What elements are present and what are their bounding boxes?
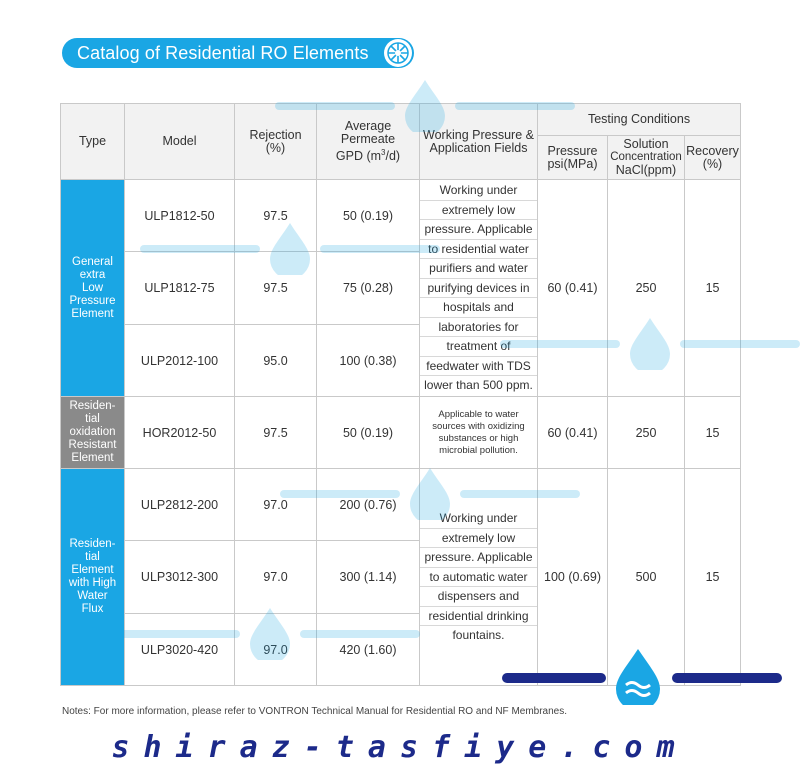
rejection-cell: 97.0 [235,614,317,686]
recovery-cell: 15 [685,397,741,469]
header-working-pressure: Working Pressure & Application Fields [420,104,538,180]
header-gpd: Average Permeate GPD $(m^3/d)$ [317,104,420,180]
gpd-cell: 420 (1.60) [317,614,420,686]
aperture-icon [384,39,412,67]
header-rejection: Rejection (%) [235,104,317,180]
model-cell: HOR2012-50 [125,397,235,469]
header-solution: Solution Concentration NaCl(ppm) [608,136,685,180]
page-title: Catalog of Residential RO Elements [77,42,369,63]
header-recovery: Recovery (%) [685,136,741,180]
rejection-cell: 95.0 [235,325,317,397]
brand-logo [498,645,788,705]
solution-cell: 250 [608,397,685,469]
type-cell-oxidation: Residen- tial oxidation Resistant Element [61,397,125,469]
rejection-cell: 97.5 [235,180,317,252]
header-testing-conditions: Testing Conditions [538,104,741,136]
gpd-cell: 50 (0.19) [317,397,420,469]
gpd-cell: 300 (1.14) [317,541,420,614]
model-cell: ULP1812-75 [125,252,235,325]
application-fields-cell: Working under extremely low pressure. Applicable to automatic water dispensers and residential drinking fountains. [420,469,538,686]
solution-cell: 250 [608,180,685,397]
rejection-cell: 97.0 [235,541,317,614]
gpd-cell: 50 (0.19) [317,180,420,252]
application-fields-cell: Working under extremely low pressure. Applicable to residential water purifiers and water purifying devices in hospitals and laboratories for treatment of feedwater with TDS lower than 500 ppm. [420,180,538,397]
notes-text: Notes: For more information, please refer to VONTRON Technical Manual for Residential RO and NF Membranes. [62,706,568,717]
model-cell: ULP3020-420 [125,614,235,686]
footer-url: shiraz-tasfiye.com [111,730,689,765]
pressure-cell: 100 (0.69) [538,469,608,686]
recovery-cell: 15 [685,469,741,686]
model-cell: ULP3012-300 [125,541,235,614]
solution-cell: 500 [608,469,685,686]
ro-elements-table [60,103,741,686]
gpd-cell: 200 (0.76) [317,469,420,541]
rejection-cell: 97.0 [235,469,317,541]
gpd-cell: 100 (0.38) [317,325,420,397]
pressure-cell: 60 (0.41) [538,180,608,397]
header-type: Type [61,104,125,180]
header-model: Model [125,104,235,180]
model-cell: ULP1812-50 [125,180,235,252]
rejection-cell: 97.5 [235,252,317,325]
header-pressure: Pressure psi(MPa) [538,136,608,180]
type-cell-general: General extra Low Pressure Element [61,180,125,397]
model-cell: ULP2812-200 [125,469,235,541]
recovery-cell: 15 [685,180,741,397]
model-cell: ULP2012-100 [125,325,235,397]
pressure-cell: 60 (0.41) [538,397,608,469]
gpd-cell: 75 (0.28) [317,252,420,325]
type-cell-high-flux: Residen- tial Element with High Water Flux [61,469,125,686]
application-fields-cell: Applicable to water sources with oxidizing substances or high microbial pollution. [420,397,538,469]
rejection-cell: 97.5 [235,397,317,469]
catalog-title-banner [62,38,414,68]
